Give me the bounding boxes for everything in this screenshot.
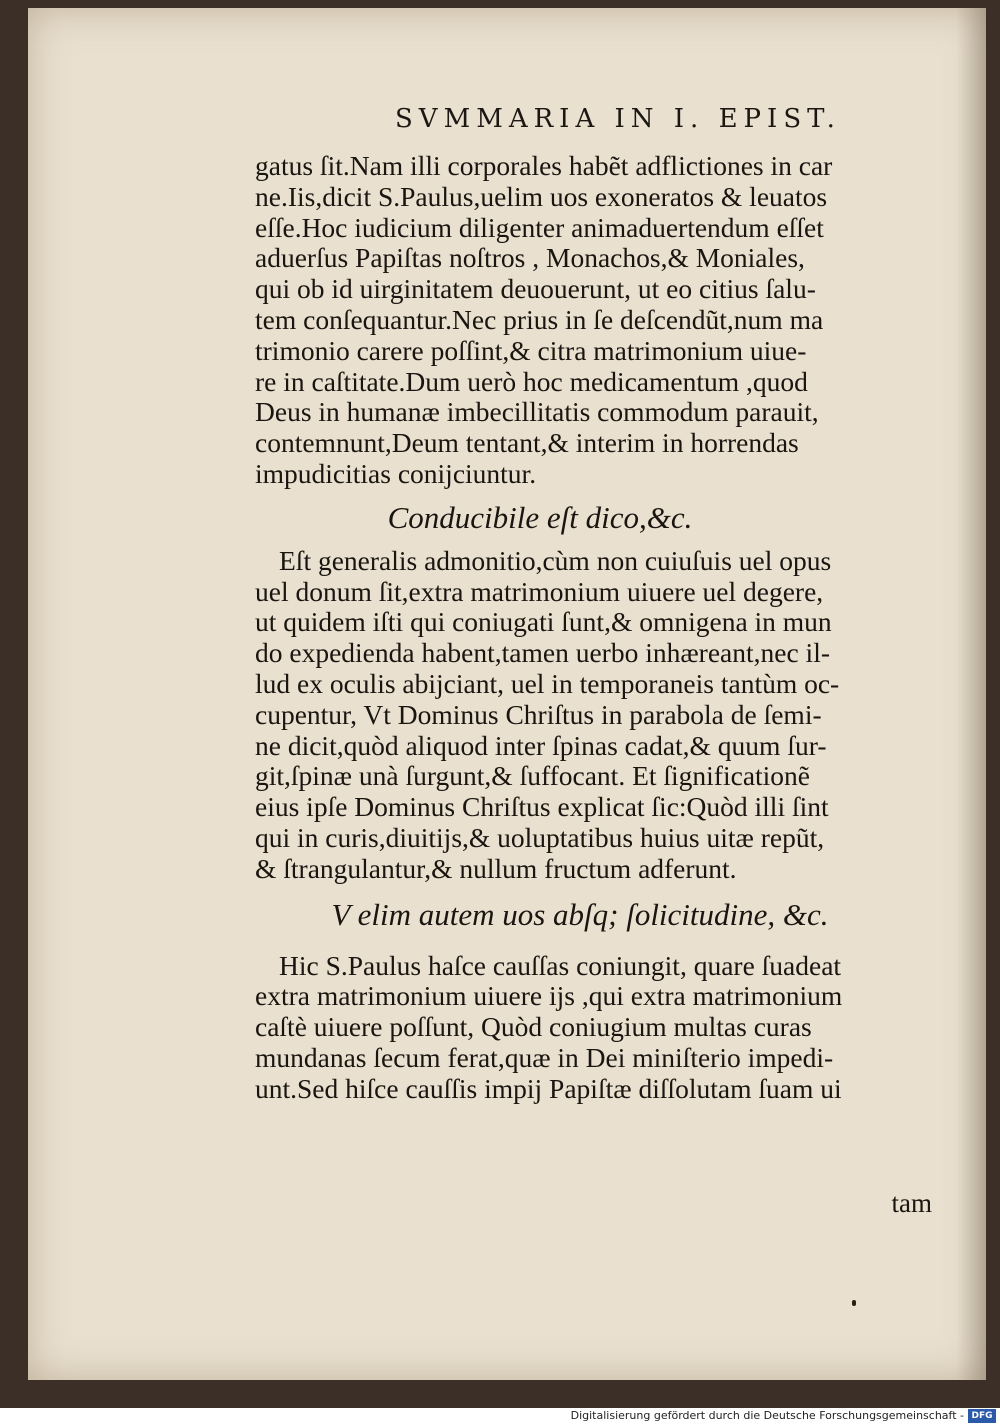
- text-line: eius ipſe Dominus Chriſtus explicat ſic:Quòd illi ſint: [255, 791, 829, 823]
- text-line: eſſe.Hoc iudicium diligenter animaduertendum eſſet: [255, 211, 824, 243]
- text-line: gatus ſit.Nam illi corporales habẽt adflictiones in car: [255, 150, 833, 181]
- text-line: caſtè uiuere poſſunt, Quòd coniugium multas curas: [255, 1011, 812, 1043]
- page-edge-shadow: [956, 8, 986, 1380]
- text-line: Eſt generalis admonitio,cùm non cuiuſuis uel opus: [279, 544, 832, 576]
- text-block: [255, 151, 945, 1105]
- text-line: & ſtrangulantur,& nullum fructum adferunt.: [255, 852, 737, 884]
- dfg-logo: DFG: [968, 1409, 996, 1423]
- ink-speck: [852, 1300, 856, 1306]
- text-line: cupentur, Vt Dominus Chriſtus in parabola de ſemi-: [255, 698, 822, 730]
- catchword: tam: [891, 1188, 932, 1218]
- text-line: impudicitias conijciuntur.: [255, 457, 537, 489]
- text-line: ne dicit,quòd aliquod inter ſpinas cadat,& quum ſur-: [255, 729, 827, 761]
- text-line: extra matrimonium uiuere ijs ,qui extra matrimonium: [255, 980, 843, 1012]
- paragraph-2: [255, 546, 945, 885]
- paragraph-3: [255, 951, 945, 1105]
- text-line: ut quidem iſti qui coniugati ſunt,& omnigena in mun: [255, 606, 832, 638]
- section-heading-2: V elim autem uos abſq; ſolicitudine, &c.: [331, 896, 829, 932]
- text-line: contemnunt,Deum tentant,& interim in horrendas: [255, 427, 799, 459]
- text-line: ne.Iis,dicit S.Paulus,uelim uos exoneratos & leuatos: [255, 180, 828, 212]
- text-line: re in caſtitate.Dum uerò hoc medicamentum ,quod: [255, 365, 808, 397]
- running-head: SVMMARIA IN I. EPIST.: [395, 104, 841, 134]
- text-line: unt.Sed hiſce cauſſis impij Papiſtæ diſſolutam ſuam ui: [255, 1072, 842, 1104]
- text-line: trimonio carere poſſint,& citra matrimonium uiue-: [255, 334, 807, 366]
- text-line: git,ſpinæ unà ſurgunt,& ſuffocant. Et ſignificationẽ: [255, 760, 811, 792]
- text-line: tem conſequantur.Nec prius in ſe deſcendũt,num ma: [255, 303, 824, 335]
- section-heading-1: Conducibile eſt dico,&c.: [387, 499, 693, 535]
- footer-credit: Digitalisierung gefördert durch die Deutsche Forschungsgemeinschaft -: [570, 1409, 964, 1422]
- text-line: do expedienda habent,tamen uerbo inhæreant,nec il-: [255, 637, 830, 669]
- text-line: qui ob id uirginitatem deuouerunt, ut eo citius ſalu-: [255, 273, 816, 305]
- text-line: aduerſus Papiſtas noſtros , Monachos,& Moniales,: [255, 242, 805, 274]
- text-line: Hic S.Paulus haſce cauſſas coniungit, quare ſuadeat: [279, 949, 842, 981]
- text-line: lud ex oculis abijciant, uel in temporaneis tantùm oc-: [255, 667, 840, 699]
- paragraph-1: [255, 151, 945, 490]
- text-line: Deus in humanæ imbecillitatis commodum parauit,: [255, 396, 819, 428]
- text-line: mundanas ſecum ferat,quæ in Dei miniſterio impedi-: [255, 1041, 834, 1073]
- text-line: uel donum ſit,extra matrimonium uiuere uel degere,: [255, 575, 824, 607]
- text-line: qui in curis,diuitijs,& uoluptatibus huius uitæ repũt,: [255, 821, 825, 853]
